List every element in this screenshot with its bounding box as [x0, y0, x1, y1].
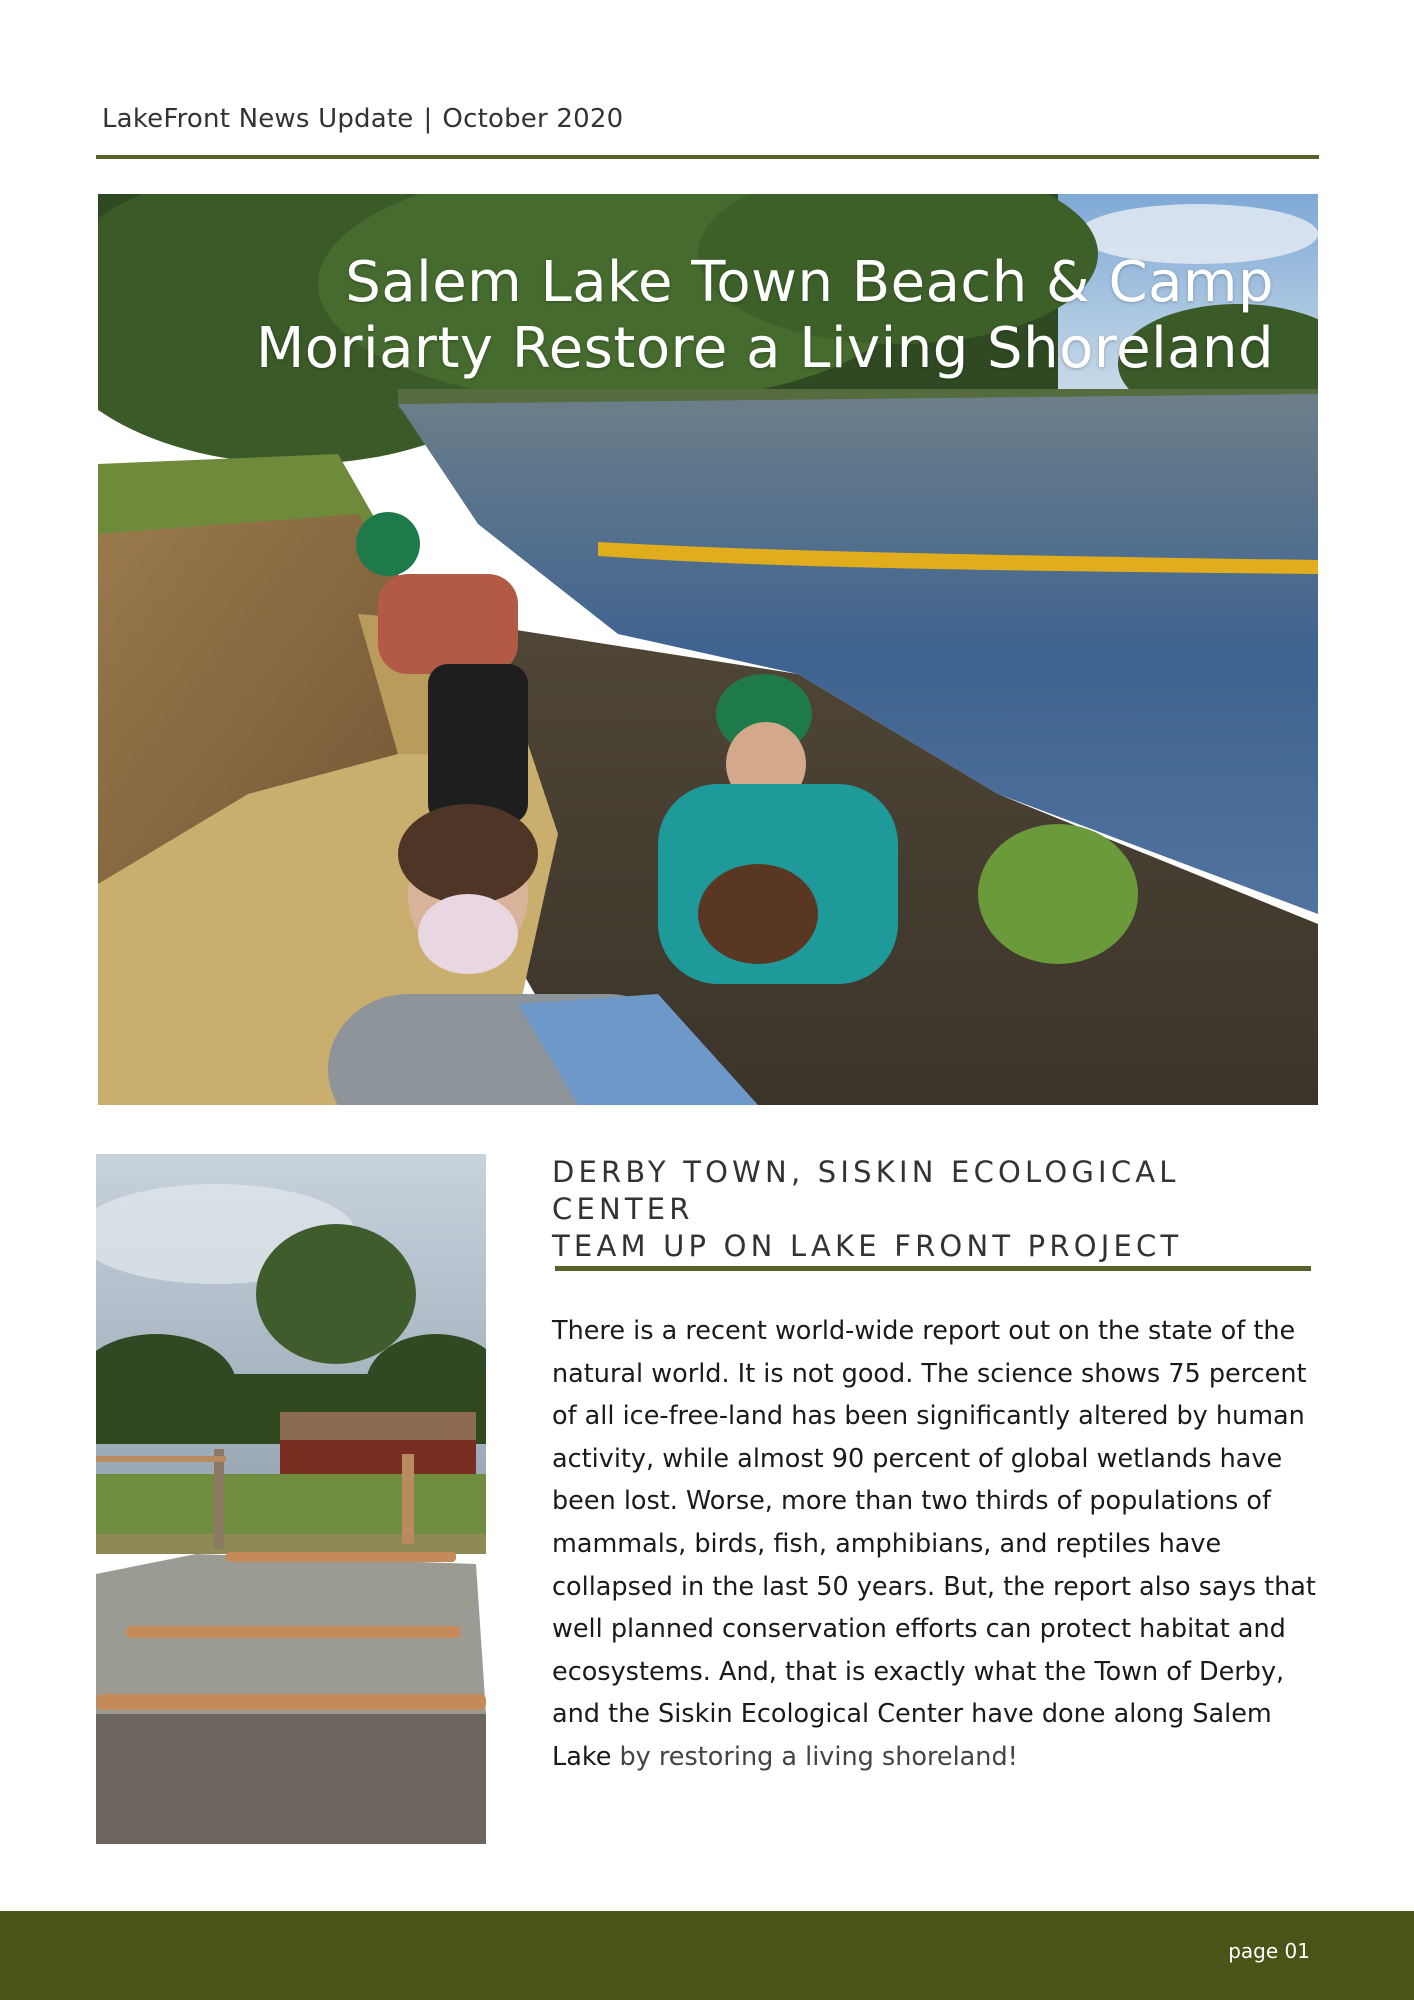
footer-bar — [0, 1911, 1414, 2000]
article-heading-line1: DERBY TOWN, SISKIN ECOLOGICAL CENTER — [552, 1155, 1180, 1226]
article-rule — [555, 1266, 1311, 1271]
article-body-tail: by restoring a living shoreland! — [611, 1741, 1018, 1772]
header-rule — [96, 155, 1319, 159]
header-separator: | — [423, 104, 433, 134]
article-heading — [552, 1154, 1312, 1265]
page-number: page 01 — [1228, 1939, 1310, 1963]
issue-date: October 2020 — [442, 104, 624, 134]
article-heading-line2: TEAM UP ON LAKE FRONT PROJECT — [552, 1229, 1183, 1263]
hero-title — [174, 250, 1274, 382]
hero-title-line2: Moriarty Restore a Living Shoreland — [255, 316, 1274, 381]
article-body-main: There is a recent world-wide report out on the state of the natural world. It is not good. The science shows 75 percent of all ice-free-land has been significantly altered by human activity, while almost 90 percent of global wetlands have been lost. Worse, more than two thirds of populations of mammals, birds, fish, amphibians, and reptiles have collapsed in the last 50 years. But, the report also says that well planned conservation efforts can protect habitat and ecosystems. And, that is exactly what the Town of Derby, and the Siskin Ecological Center have done along Salem Lake — [552, 1316, 1316, 1772]
publication-name: LakeFront News Update — [102, 104, 414, 134]
hero-title-line1: Salem Lake Town Beach & Camp — [345, 250, 1274, 315]
article-body — [552, 1310, 1322, 1779]
header-line — [102, 104, 623, 134]
side-photo — [96, 1154, 486, 1844]
hero-photo — [98, 194, 1318, 1105]
